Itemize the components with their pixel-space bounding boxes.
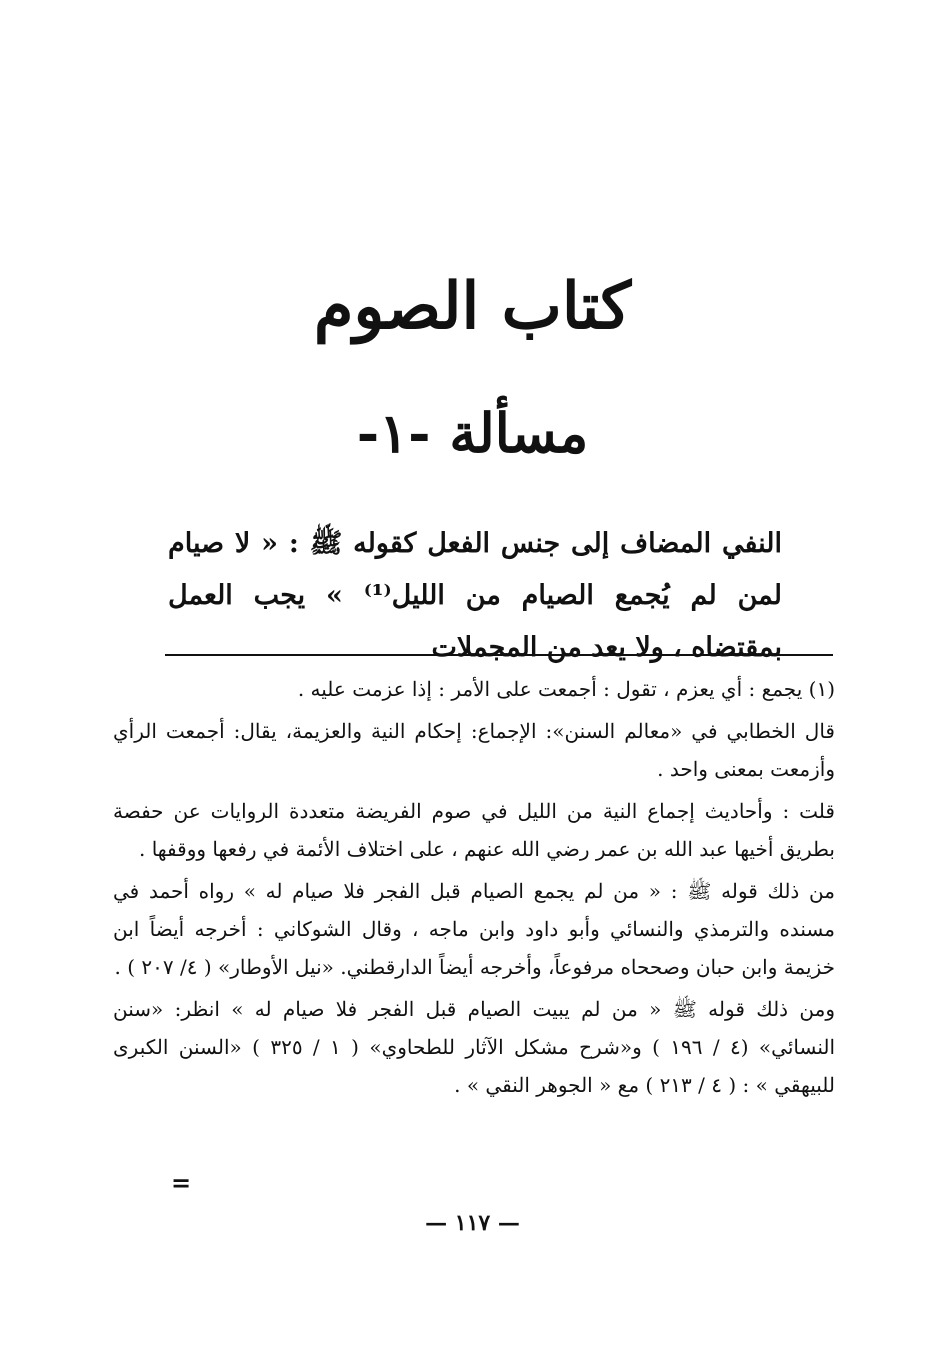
book-title-text: كتاب الصوم (313, 269, 632, 344)
main-text: النفي المضاف إلى جنس الفعل كقوله ﷺ : « لا صيام لمن لم يُجمع الصيام من الليل⁽¹⁾ » يجب العمل بمقتضاه ، ولا يعد من المجملات (168, 528, 782, 663)
section-title (0, 395, 945, 471)
footnote-paragraph-1: (١) يجمع : أي يعزم ، تقول : أجمعت على الأمر : إذا عزمت عليه . (297, 677, 835, 701)
footnote-divider (165, 654, 833, 656)
continuation-mark: = (170, 1168, 192, 1197)
footnote-paragraph-2: قال الخطابي في «معالم السنن»: الإجماع: إحكام النية والعزيمة، يقال: أجمعت الرأي وأزمعت بمعنى واحد . (113, 719, 835, 781)
book-title (0, 262, 945, 352)
footnote-paragraph-5: ومن ذلك قوله ﷺ « من لم يبيت الصيام قبل الفجر فلا صيام له » انظر: «سنن النسائي» (٤ / ١٩٦ ) و«شرح مشكل الآثار للطحاوي» ( ١ / ٣٢٥ ) «السنن الكبرى للبيهقي » : ( ٤ / ٢١٣ ) مع « الجوهر النقي » . (113, 997, 836, 1097)
footnote-paragraph-3: قلت : وأحاديث إجماع النية من الليل في صوم الفريضة متعددة الروايات عن حفصة بطريق أخيها عبد الله بن عمر رضي الله عنهم ، على اختلاف الأئمة في رفعها ووقفها . (113, 799, 835, 861)
section-title-text: مسألة -١- (356, 401, 589, 465)
footnote-paragraph-4: من ذلك قوله ﷺ : « من لم يجمع الصيام قبل الفجر فلا صيام له » رواه أحمد في مسنده والترمذي والنسائي وأبو داود وابن ماجه ، وقال الشوكاني : أخرجه أيضاً ابن خزيمة وابن حبان وصححاه مرفوعاً، وأخرجه أيضاً الدارقطني. «نيل الأوطار» ( ٤/ ٢٠٧ ) . (113, 879, 835, 979)
page-number: — ١١٧ — (425, 1210, 520, 1236)
footnotes (113, 670, 835, 1108)
